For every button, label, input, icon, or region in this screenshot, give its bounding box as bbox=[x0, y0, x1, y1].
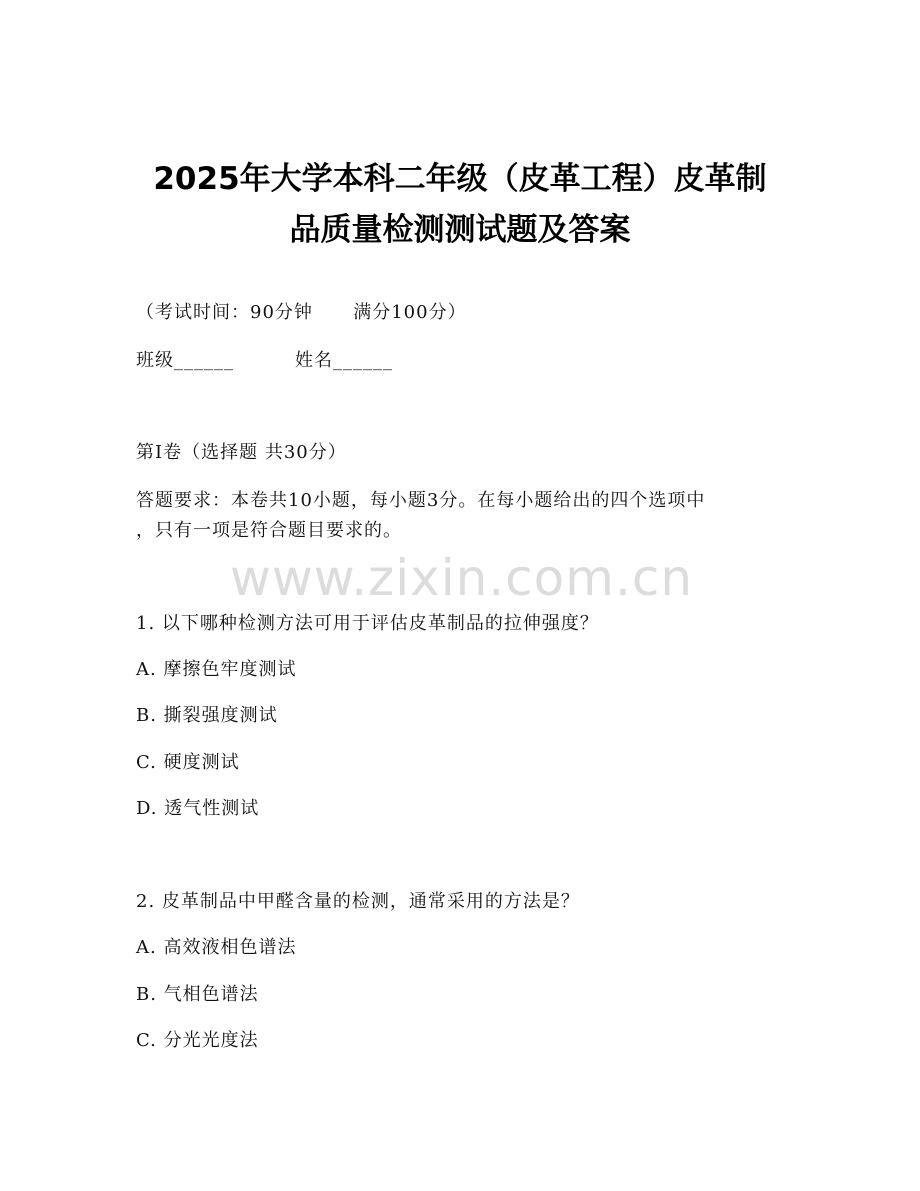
document-title-line-1: 2025年大学本科二年级（皮革工程）皮革制 bbox=[153, 161, 767, 197]
document-title-line-2: 品质量检测测试题及答案 bbox=[289, 212, 631, 248]
question-1-option-b: B. 撕裂强度测试 bbox=[136, 705, 278, 726]
question-1-option-d: D. 透气性测试 bbox=[136, 798, 260, 819]
question-1-stem: 1. 以下哪种检测方法可用于评估皮革制品的拉伸强度？ bbox=[136, 613, 599, 634]
exam-info: （考试时间：90分钟 满分100分） bbox=[136, 302, 467, 323]
question-2-stem: 2. 皮革制品中甲醛含量的检测，通常采用的方法是？ bbox=[136, 891, 580, 912]
section-heading: 第I卷（选择题 共30分） bbox=[136, 442, 347, 463]
question-1-option-c: C. 硬度测试 bbox=[136, 752, 240, 773]
question-2-option-b: B. 气相色谱法 bbox=[136, 984, 259, 1005]
question-2-option-c: C. 分光光度法 bbox=[136, 1030, 259, 1051]
instructions-line-1: 答题要求：本卷共10小题，每小题3分。在每小题给出的四个选项中 bbox=[136, 490, 706, 511]
watermark: www.zixin.com.cn bbox=[230, 549, 694, 607]
instructions-line-2: ，只有一项是符合题目要求的。 bbox=[136, 520, 402, 541]
name-label: 姓名______ bbox=[295, 350, 393, 371]
question-2-option-a: A. 高效液相色谱法 bbox=[136, 937, 297, 958]
class-label: 班级______ bbox=[136, 350, 234, 371]
question-1-option-a: A. 摩擦色牢度测试 bbox=[136, 659, 297, 680]
